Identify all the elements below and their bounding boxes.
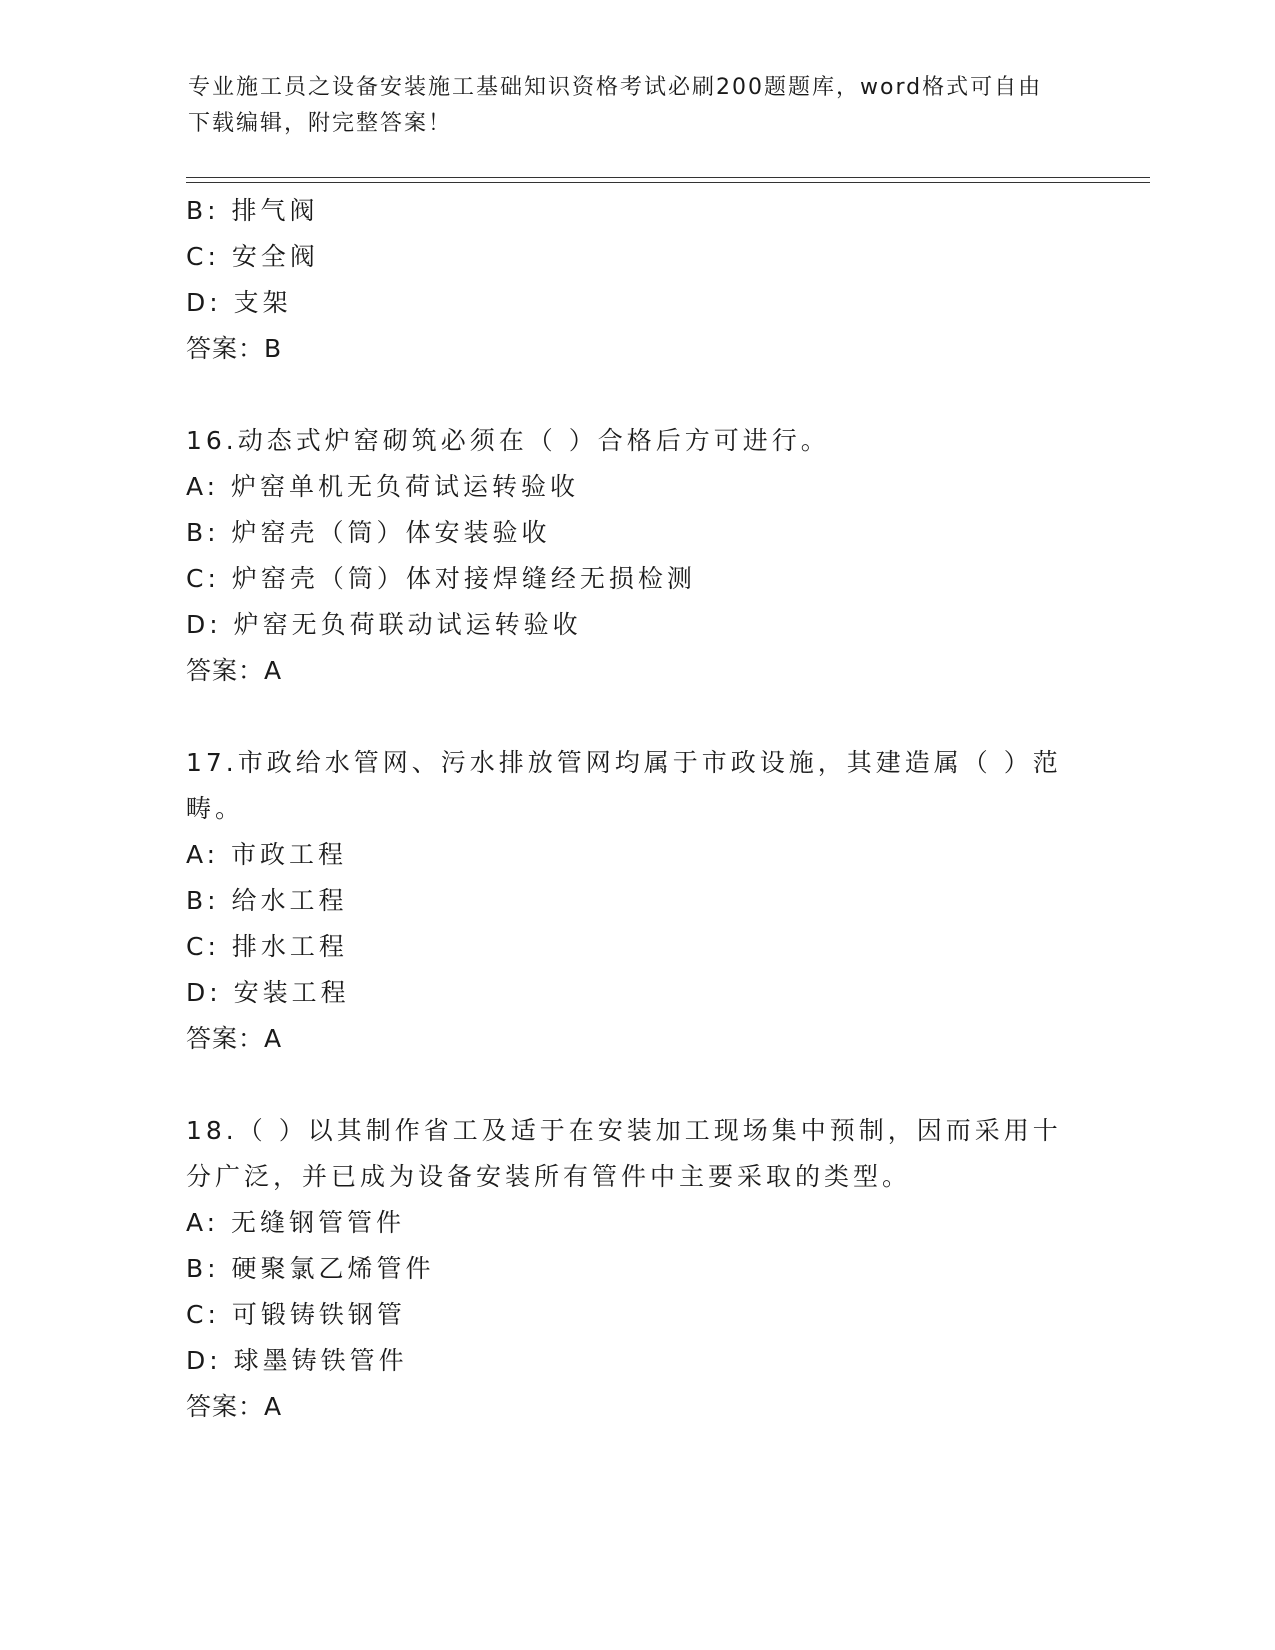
option-d: D: 支架 (186, 288, 292, 317)
spacer (186, 1062, 1066, 1108)
question-16 (186, 418, 1066, 694)
question-17 (186, 740, 1066, 1062)
spacer (186, 372, 1066, 418)
option-a: A: 无缝钢管管件 (186, 1208, 406, 1237)
option-b: B: 硬聚氯乙烯管件 (186, 1254, 435, 1283)
option-b: B: 排气阀 (186, 196, 319, 225)
question-stem-continued: 畴。 (186, 794, 245, 823)
question-stem: 16.动态式炉窑砌筑必须在（ ）合格后方可进行。 (186, 426, 830, 455)
option-a: A: 炉窑单机无负荷试运转验收 (186, 472, 580, 501)
question-15-tail (186, 188, 1066, 372)
document-header (188, 70, 1068, 142)
answer-line: 答案：A (186, 1024, 283, 1053)
question-stem: 18.（ ）以其制作省工及适于在安装加工现场集中预制，因而采用十 (186, 1116, 1062, 1145)
question-18 (186, 1108, 1066, 1430)
option-d: D: 炉窑无负荷联动试运转验收 (186, 610, 582, 639)
question-stem-continued: 分广泛，并已成为设备安装所有管件中主要采取的类型。 (186, 1162, 912, 1191)
option-d: D: 安装工程 (186, 978, 350, 1007)
option-c: C: 可锻铸铁钢管 (186, 1300, 406, 1329)
header-line-2: 下载编辑，附完整答案！ (188, 111, 453, 136)
option-a: A: 市政工程 (186, 840, 348, 869)
spacer (186, 694, 1066, 740)
question-stem: 17.市政给水管网、污水排放管网均属于市政设施，其建造属（ ）范 (186, 748, 1062, 777)
answer-line: 答案：A (186, 656, 283, 685)
question-content (186, 188, 1066, 1430)
option-c: C: 安全阀 (186, 242, 319, 271)
header-line-1: 专业施工员之设备安装施工基础知识资格考试必刷200题题库，word格式可自由 (188, 75, 1043, 100)
option-b: B: 给水工程 (186, 886, 348, 915)
option-b: B: 炉窑壳（筒）体安装验收 (186, 518, 551, 547)
option-c: C: 排水工程 (186, 932, 348, 961)
header-divider (186, 177, 1150, 183)
answer-line: 答案：A (186, 1392, 283, 1421)
option-c: C: 炉窑壳（筒）体对接焊缝经无损检测 (186, 564, 696, 593)
answer-line: 答案：B (186, 334, 283, 363)
option-d: D: 球墨铸铁管件 (186, 1346, 408, 1375)
